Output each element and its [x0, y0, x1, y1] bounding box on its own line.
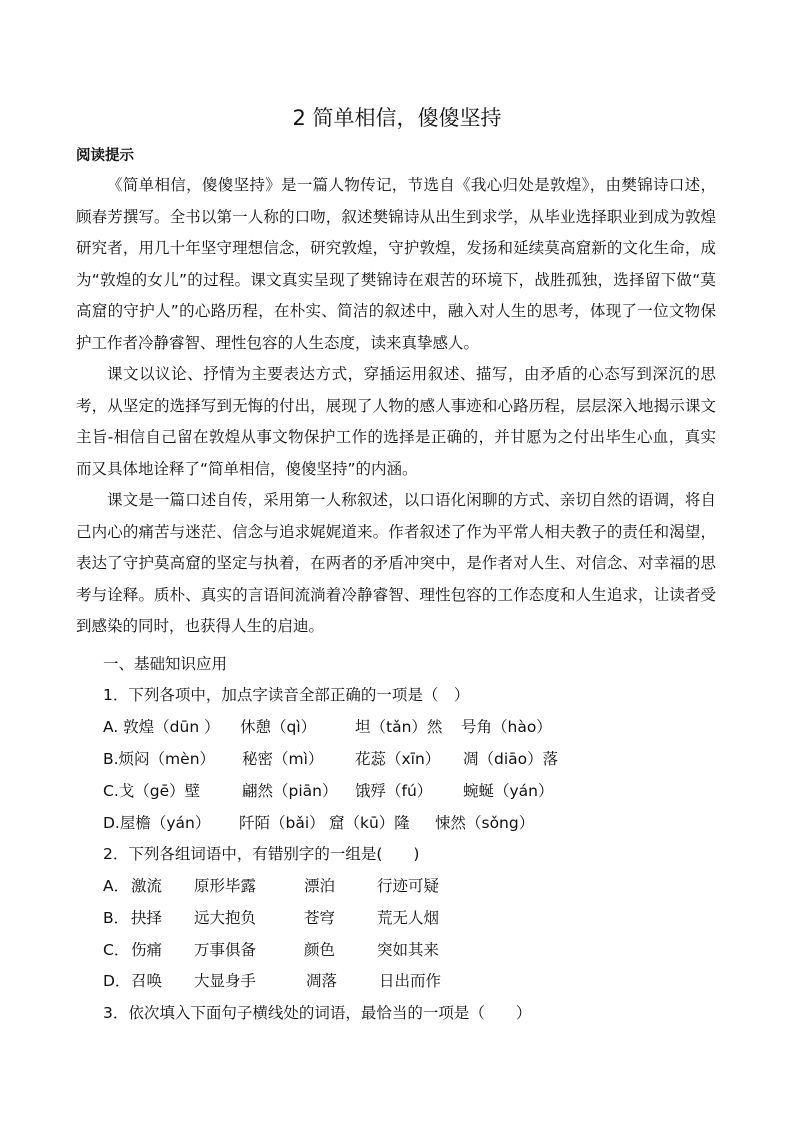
- question-3-stem: 3．依次填入下面句子横线处的词语，最恰当的一项是（ ）: [103, 1004, 532, 1022]
- q1-a-item-4: 号角（hào）: [461, 718, 552, 736]
- q2-c-item-4: 突如其来: [377, 941, 440, 959]
- q1-d-item-3: 窟（kū）隆: [329, 814, 410, 832]
- paragraph-style: 课文是一篇口述自传，采用第一人称叙述，以口语化闲聊的方式、亲切自然的语调，将自己内心的痛苦与迷茫、信念与追求娓娓道来。作者叙述了作为平常人相夫教子的责任和渴望，表达了守护莫高窟的坚定与执着，在两者的矛盾冲突中，是作者对人生、对信念、对幸福的思考与诠释。质朴、真实的言语间流淌着冷静睿智、理性包容的工作态度和人生追求，让读者受到感染的同时，也获得人生的启迪。: [76, 491, 716, 635]
- q2-b-item-1: 抉择: [131, 909, 163, 927]
- q2-b-item-3: 苍穹: [304, 909, 336, 927]
- q2-c-item-3: 颜色: [304, 941, 336, 959]
- q2-d-letter: D．: [103, 972, 131, 990]
- q1-a-item-1: A. 敦煌（dūn ）: [103, 718, 220, 736]
- q2-a-item-3: 漂泊: [304, 877, 336, 895]
- paragraph-structure: 课文以议论、抒情为主要表达方式，穿插运用叙述、描写，由矛盾的心态写到深沉的思考，从坚定的选择写到无悔的付出，展现了人物的感人事迹和心路历程，层层深入地揭示课文主旨-相信自己留在敦煌从事文物保护工作的选择是正确的，并甘愿为之付出毕生心血，真实而又具体地诠释了“简单相信，傻傻坚持”的内涵。: [76, 365, 716, 478]
- q2-c-letter: C．: [103, 941, 130, 959]
- q1-a-item-2: 休憩（qì）: [240, 718, 317, 736]
- q1-a-item-3: 坦（tǎn）然: [355, 718, 443, 736]
- q1-b-item-2: 秘密（mì）: [242, 750, 324, 768]
- q2-d-item-2: 大显身手: [194, 972, 257, 990]
- q2-a-item-2: 原形毕露: [194, 877, 257, 895]
- q1-c-item-1: C.戈（gē）壁: [103, 782, 201, 800]
- q1-d-item-1: D.屋檐（yán）: [103, 814, 211, 832]
- q1-c-item-4: 蜿蜒（yán）: [463, 782, 554, 800]
- q1-b-item-3: 花蕊（xīn）: [355, 750, 441, 768]
- section-heading: 一、基础知识应用: [103, 655, 228, 673]
- q2-b-item-4: 荒无人烟: [377, 909, 440, 927]
- q2-a-item-1: 激流: [131, 877, 163, 895]
- lesson-title: 2 简单相信，傻傻坚持: [292, 106, 502, 130]
- q2-c-item-2: 万事俱备: [194, 941, 257, 959]
- q1-c-item-2: 翩然（piān）: [242, 782, 338, 800]
- q1-b-item-4: 凋（diāo）落: [463, 750, 559, 768]
- q2-b-item-2: 远大抱负: [194, 909, 257, 927]
- q2-d-item-4: 日出而作: [379, 972, 442, 990]
- q2-d-item-1: 召唤: [131, 972, 163, 990]
- paragraph-intro: 《简单相信，傻傻坚持》是一篇人物传记，节选自《我心归处是敦煌》，由樊锦诗口述，顾春芳撰写。全书以第一人称的口吻，叙述樊锦诗从出生到求学，从毕业选择职业到成为敦煌研究者，用几十年坚守理想信念，研究敦煌，守护敦煌，发扬和延续莫高窟新的文化生命，成为“敦煌的女儿”的过程。课文真实呈现了樊锦诗在艰苦的环境下，战胜孤独，选择留下做“莫高窟的守护人”的心路历程，在朴实、简洁的叙述中，融入对人生的思考，体现了一位文物保护工作者冷静睿智、理性包容的人生态度，读来真挚感人。: [76, 176, 716, 352]
- q1-d-item-2: 阡陌（bǎi）: [239, 814, 325, 832]
- q2-a-letter: A．: [103, 877, 130, 895]
- q2-a-item-4: 行迹可疑: [377, 877, 440, 895]
- question-2-stem: 2．下列各组词语中，有错别字的一组是( ): [103, 845, 420, 863]
- q1-d-item-4: 悚然（sǒng）: [435, 814, 535, 832]
- q2-d-item-3: 凋落: [306, 972, 338, 990]
- reading-tip-heading: 阅读提示: [76, 148, 134, 164]
- q1-c-item-3: 饿殍（fú）: [355, 782, 433, 800]
- question-1-stem: 1．下列各项中，加点字读音全部正确的一项是（ ）: [103, 686, 470, 704]
- q1-b-item-1: B.烦闷（mèn）: [103, 750, 216, 768]
- q2-b-letter: B．: [103, 909, 130, 927]
- q2-c-item-1: 伤痛: [131, 941, 163, 959]
